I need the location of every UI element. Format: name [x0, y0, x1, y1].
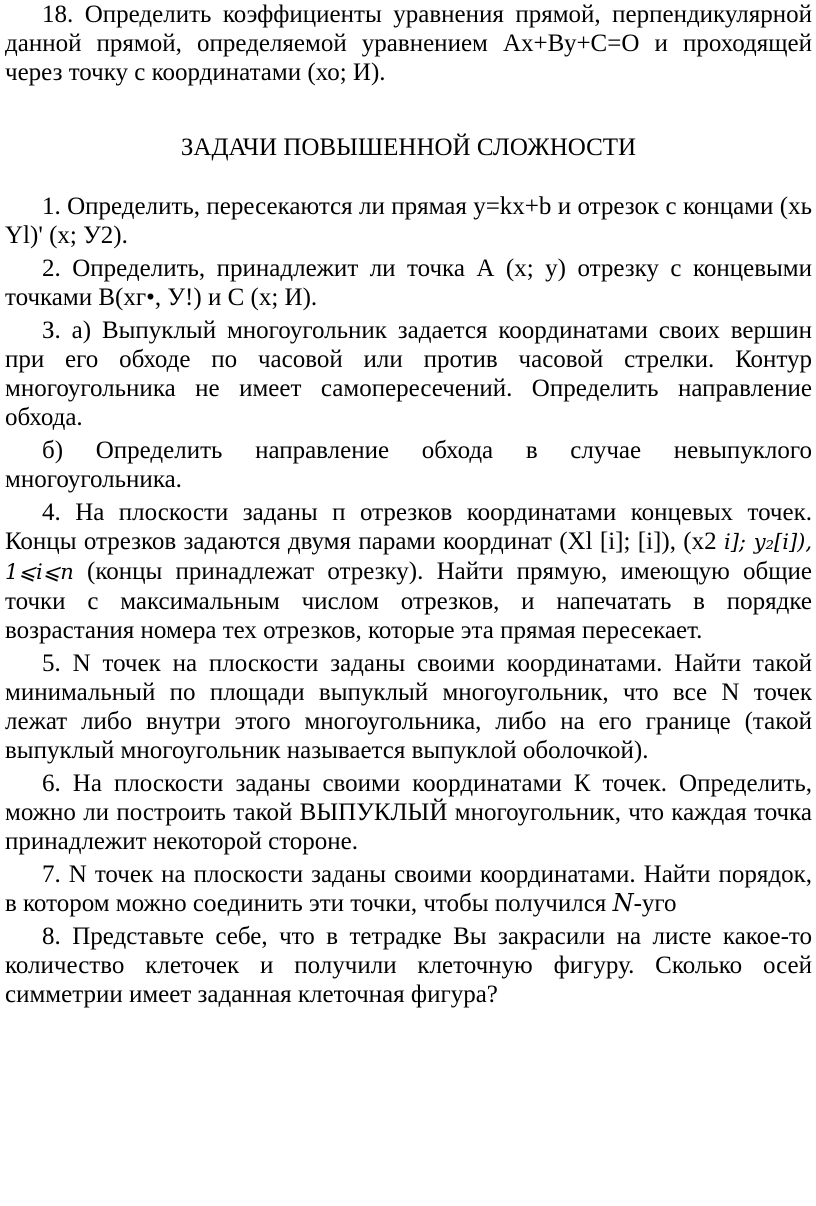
task-7-text-end: -уго	[633, 890, 677, 917]
task-4-text-end: (концы принадлежат отрезку). Найти прямую, имеющую общие точки с максимальным числом отрезков, и напечатать в порядке возрастания номера тех отрезков, которые эта прямая пересекает.	[5, 558, 812, 644]
task-5-paragraph: 5. N точек на плоскости заданы своими координатами. Найти такой минимальный по площади выпуклый многоугольник, что все N точек лежат либо внутри этого многоугольника, либо на его границе (такой выпуклый многоугольник называется выпуклой оболочкой).	[5, 650, 812, 764]
task-1-paragraph: 1. Определить, пересекаются ли прямая y=kx+b и отрезок с концами (хь Yl)' (х; У2).	[5, 193, 812, 249]
task-4-formula: i]; y₂[i]), 1⩽i⩽n	[5, 530, 813, 584]
task-3a-paragraph: З. а) Выпуклый многоугольник задается координатами своих вершин при его обходе по часовой или против часовой стрелки. Контур многоугольника не имеет самопересечений. Определить направление обхода.	[5, 317, 812, 431]
task-8-paragraph: 8. Представьте себе, что в тетрадке Вы закрасили на листе какое-то количество клеточек и получили клеточную фигуру. Сколько осей симметрии имеет заданная клеточная фигура?	[5, 923, 812, 1008]
task-18-paragraph: 18. Определить коэффициенты уравнения прямой, перпендикулярной данной прямой, определяемой уравнением Ах+Ву+С=О и проходящей через точку с координатами (хо; И).	[5, 1, 812, 86]
task-2-paragraph: 2. Определить, принадлежит ли точка А (х; у) отрезку с концевыми точками В(хг•, У!) и С (х; И).	[5, 255, 812, 311]
task-7-text-start: 7. N точек на плоскости заданы своими координатами. Найти порядок, в котором можно соединить эти точки, чтобы получился	[5, 861, 812, 917]
task-4-paragraph	[5, 498, 812, 645]
spacer	[5, 162, 812, 192]
task-3b-paragraph: б) Определить направление обхода в случае невыпуклого многоугольника.	[5, 437, 812, 493]
spacer	[5, 87, 812, 133]
task-7-formula: N	[612, 889, 634, 917]
task-4-text-start: 4. На плоскости заданы п отрезков координатами концевых точек. Концы отрезков задаются двумя парами координат (Xl [i]; [i]), (х2	[5, 499, 812, 555]
section-heading: ЗАДАЧИ ПОВЫШЕННОЙ СЛОЖНОСТИ	[180, 134, 637, 161]
task-6-paragraph: 6. На плоскости заданы своими координатами К точек. Определить, можно ли построить такой ВЫПУКЛЫЙ многоугольник, что каждая точка принадлежит некоторой стороне.	[5, 770, 812, 855]
task-7-paragraph	[5, 860, 812, 918]
